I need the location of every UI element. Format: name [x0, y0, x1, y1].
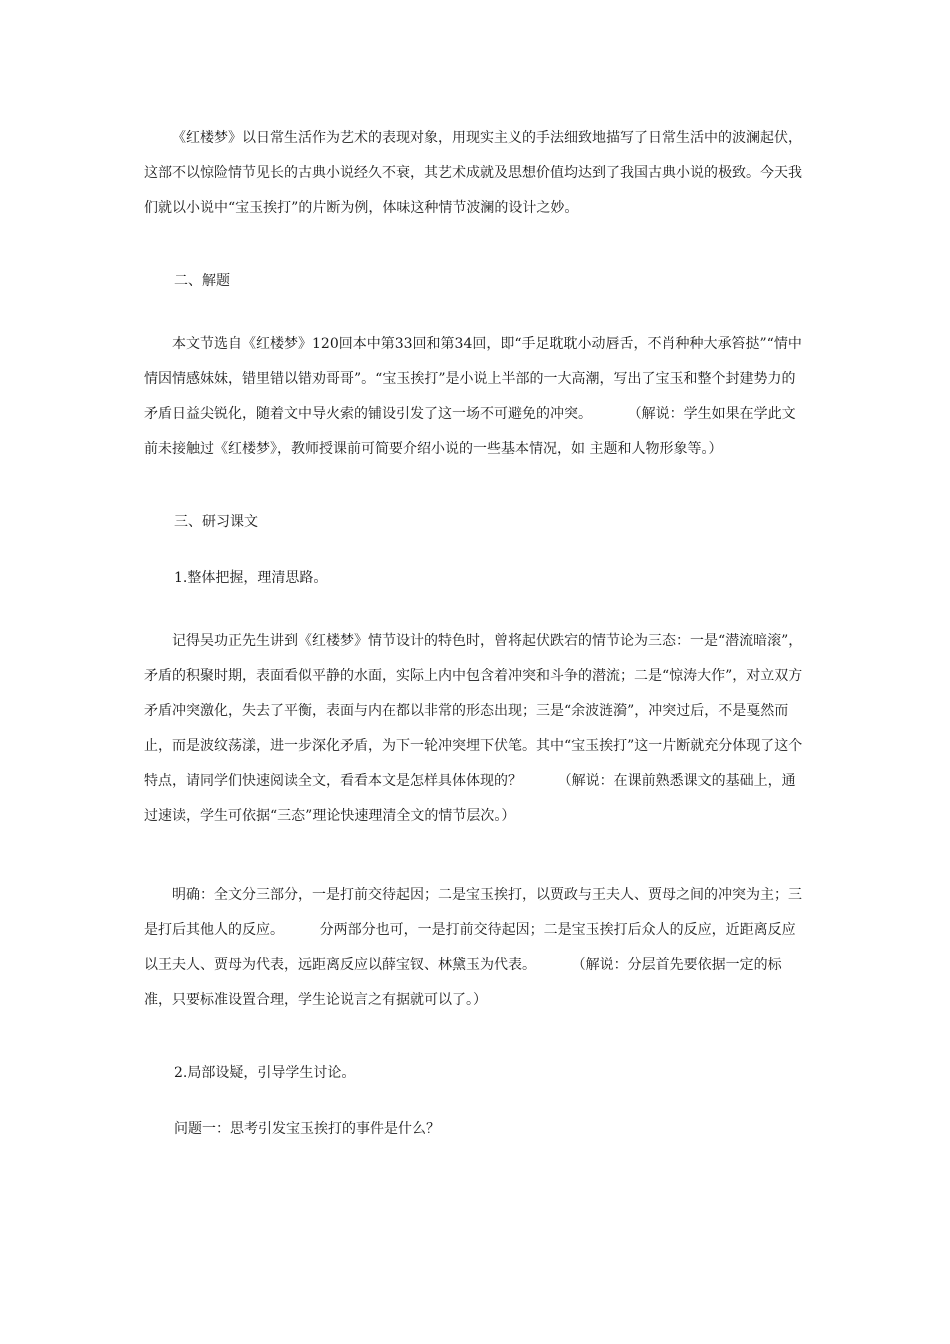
subsection-1-note: （解说：在课前熟悉课文的基础上，通过速读，学生可依据“三态”理论快速理清全文的情节层次。）: [144, 773, 796, 824]
document-body: [144, 121, 809, 1139]
intro-paragraph: 《红楼梦》以日常生活作为艺术的表现对象，用现实主义的手法细致地描写了日常生活中的波澜起伏，这部不以惊险情节见长的古典小说经久不衰，其艺术成就及思想价值均达到了我国古典小说的极致。今天我们就以小说中“宝玉挨打”的片断为例，体味这种情节波澜的设计之妙。: [144, 130, 802, 216]
subsection-heading-2: 2.局部设疑，引导学生讨论。: [174, 1065, 356, 1081]
subsection-1-paragraph: [144, 624, 809, 834]
answer-alt: 分两部分也可，一是打前交待起因；二是宝玉挨打后众人的反应，近距离反应以王夫人、贾母为代表，远距离反应以薛宝钗、林黛玉为代表。: [144, 922, 796, 973]
answer-body: 明确：全文分三部分，一是打前交待起因；二是宝玉挨打，以贾政与王夫人、贾母之间的冲突为主；三是打后其他人的反应。: [144, 887, 802, 938]
subsection-1-body: 记得吴功正先生讲到《红楼梦》情节设计的特色时，曾将起伏跌宕的情节论为三态：一是“潜流暗滚”，矛盾的积聚时期，表面看似平静的水面，实际上内中包含着冲突和斗争的潜流；二是“惊涛大作”，对立双方矛盾冲突激化，失去了平衡，表面与内在都以非常的形态出现；三是“余波涟漪”，冲突过后，不是戛然而止，而是波纹荡漾，进一步深化矛盾，为下一轮冲突埋下伏笔。其中“宝玉挨打”这一片断就充分体现了这个特点，请同学们快速阅读全文，看看本文是怎样具体体现的？: [144, 633, 803, 789]
section-jieti-paragraph: [144, 327, 809, 467]
section-jieti-body: 本文节选自《红楼梦》120回本中第33回和第34回，即“手足耽耽小动唇舌，不肖种种大承笞挞”“情中情因情感妹妹，错里错以错劝哥哥”。“宝玉挨打”是小说上半部的一大高潮，写出了宝玉和整个封建势力的矛盾日益尖锐化，随着文中导火索的铺设引发了这一场不可避免的冲突。: [144, 336, 802, 422]
subsection-heading-1: 1.整体把握，理清思路。: [174, 570, 328, 586]
question-one: 问题一：思考引发宝玉挨打的事件是什么？: [174, 1121, 440, 1137]
answer-paragraph: [144, 878, 809, 1018]
answer-note: （解说：分层首先要依据一定的标准，只要标准设置合理，学生论说言之有据就可以了。）: [144, 957, 782, 1008]
section-heading-yanxi: 三、研习课文: [174, 514, 258, 530]
section-heading-jieti: 二、解题: [174, 273, 230, 289]
section-jieti-note: （解说：学生如果在学此文前未接触过《红楼梦》，教师授课前可简要介绍小说的一些基本情况，如 主题和人物形象等。）: [144, 406, 796, 457]
